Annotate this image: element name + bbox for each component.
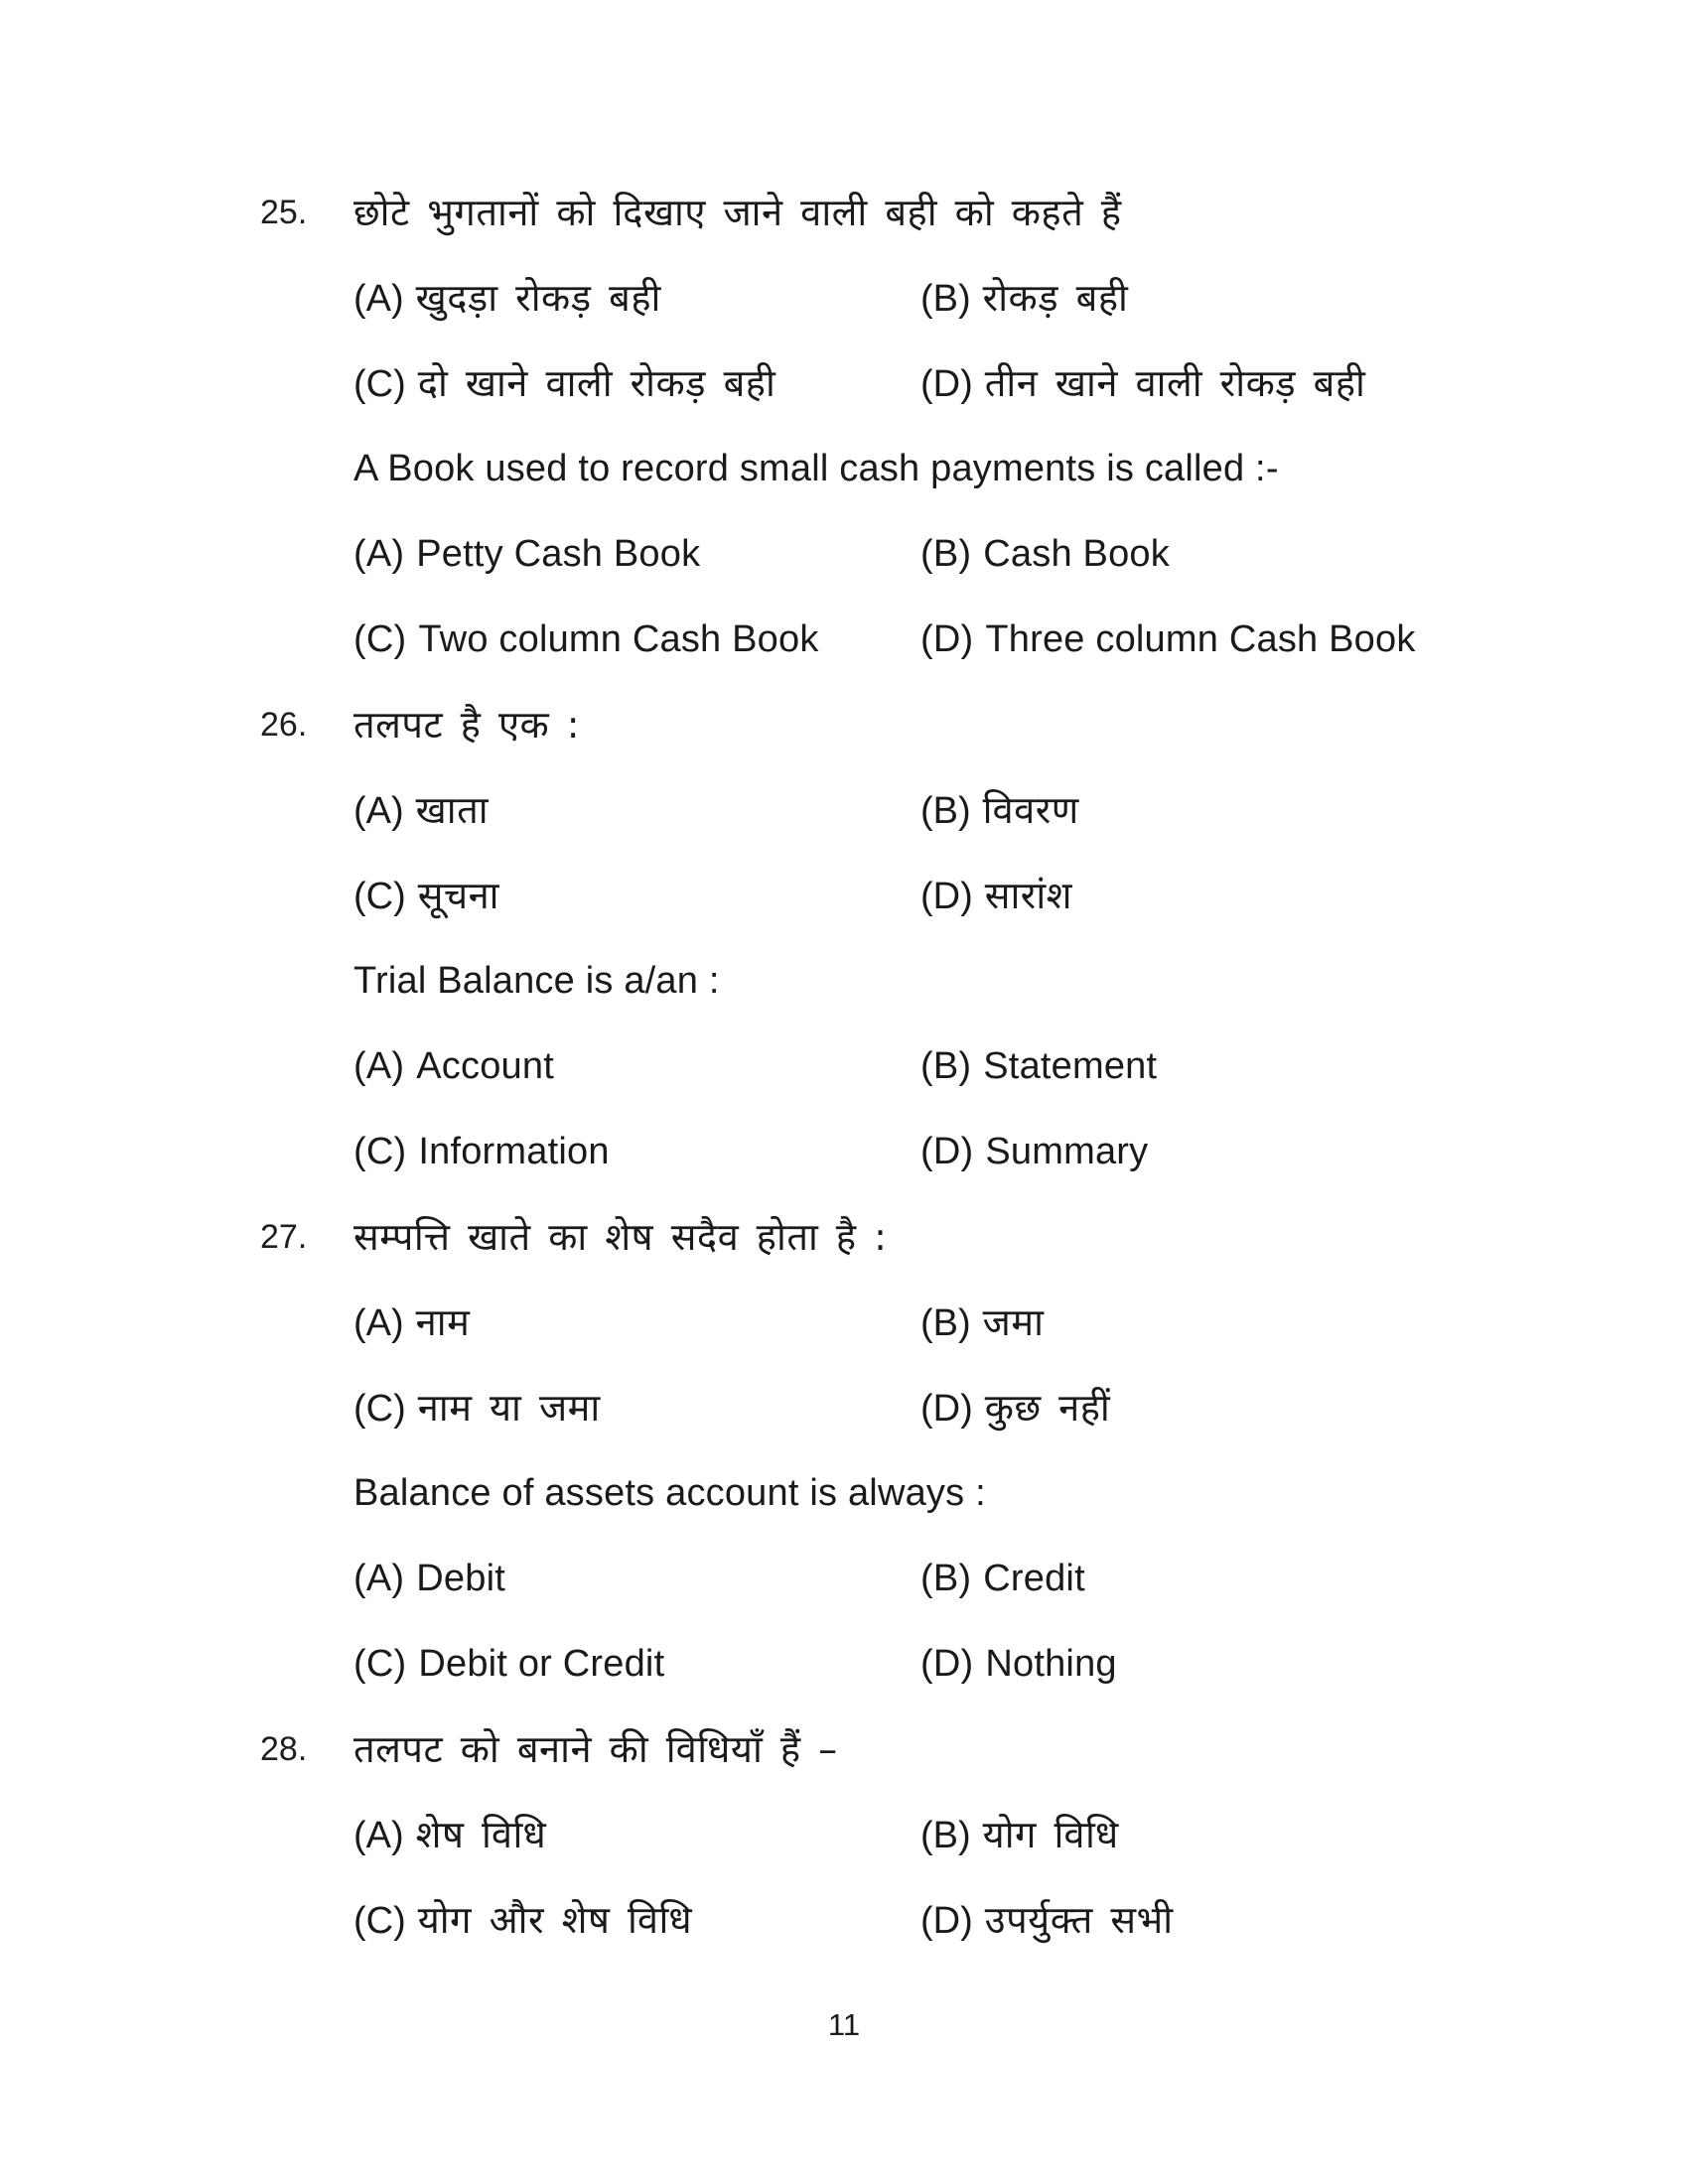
option-label: (D) (920, 1899, 973, 1942)
option-d-hindi (920, 360, 1366, 406)
question-number: 27. (260, 1218, 308, 1257)
option-d-english (920, 619, 1416, 661)
option-label: (A) (353, 1045, 405, 1088)
question-row-english (260, 939, 1688, 1024)
option-text: योग विधि (982, 1812, 1119, 1856)
option-label: (C) (353, 1387, 406, 1430)
option-text: खुदड़ा रोकड़ बही (415, 275, 661, 320)
question-text-hindi: छोटे भुगतानों को दिखाए जाने वाली बही को कहते हैं (353, 191, 1122, 235)
question-25 (260, 171, 1688, 683)
option-c-hindi (353, 1385, 920, 1431)
question-text-english: Balance of assets account is always : (353, 1472, 986, 1515)
option-text: Statement (983, 1045, 1158, 1088)
option-label: (B) (920, 277, 971, 320)
option-text: उपर्युक्त सभी (984, 1897, 1174, 1942)
question-text-english: A Book used to record small cash payments is called :- (353, 448, 1279, 490)
option-b-english (920, 534, 1170, 576)
option-label: (D) (920, 1387, 973, 1430)
option-d-english (920, 1644, 1117, 1686)
option-label: (C) (353, 618, 407, 661)
question-26 (260, 683, 1688, 1195)
option-label: (A) (353, 533, 405, 576)
question-text-english: Trial Balance is a/an : (353, 960, 720, 1003)
page-number: 11 (827, 2007, 861, 2042)
option-c-english (353, 1132, 920, 1173)
option-text: Cash Book (983, 533, 1170, 576)
option-a-english (353, 1046, 920, 1088)
option-a-hindi (353, 787, 920, 833)
question-row-english (260, 1451, 1688, 1537)
option-label: (A) (353, 1301, 404, 1344)
options-row-cd-english (260, 598, 1688, 683)
options-row-ab-hindi (260, 1281, 1688, 1366)
option-d-hindi (920, 1385, 1111, 1431)
question-28 (260, 1707, 1688, 1964)
options-row-ab-english (260, 512, 1688, 598)
option-text: सारांश (984, 873, 1073, 917)
option-label: (D) (920, 1643, 974, 1686)
option-label: (A) (353, 1814, 404, 1856)
options-row-ab-english (260, 1024, 1688, 1110)
option-label: (C) (353, 875, 406, 917)
option-d-hindi (920, 1897, 1174, 1943)
option-a-english (353, 534, 920, 576)
option-text: शेष विधि (415, 1812, 547, 1856)
option-b-english (920, 1046, 1157, 1088)
option-label: (C) (353, 1131, 407, 1173)
option-c-hindi (353, 873, 920, 918)
option-label: (A) (353, 1558, 405, 1600)
option-label: (B) (920, 789, 971, 832)
option-text: खाता (415, 787, 490, 832)
options-row-ab-hindi (260, 768, 1688, 854)
options-row-cd-hindi (260, 341, 1688, 427)
question-row (260, 171, 1688, 256)
option-label: (B) (920, 533, 972, 576)
option-b-hindi (920, 1812, 1119, 1857)
option-label: (C) (353, 1899, 406, 1942)
option-label: (C) (353, 1643, 407, 1686)
option-text: नाम या जमा (417, 1385, 601, 1430)
option-text: Summary (985, 1131, 1149, 1173)
option-b-english (920, 1559, 1085, 1600)
option-text: नाम (415, 1299, 471, 1344)
options-row-ab-hindi (260, 256, 1688, 341)
option-b-hindi (920, 1299, 1045, 1345)
option-label: (B) (920, 1045, 972, 1088)
option-c-english (353, 619, 920, 661)
option-text: Two column Cash Book (418, 618, 819, 661)
question-27 (260, 1195, 1688, 1707)
question-row (260, 1707, 1688, 1793)
option-text: Nothing (985, 1643, 1117, 1686)
option-a-hindi (353, 1812, 920, 1857)
options-row-cd-hindi (260, 1366, 1688, 1451)
option-label: (D) (920, 362, 973, 405)
option-text: Debit or Credit (418, 1643, 665, 1686)
option-c-hindi (353, 1897, 920, 1943)
option-text: Account (416, 1045, 554, 1088)
option-label: (C) (353, 362, 406, 405)
options-row-ab-hindi (260, 1793, 1688, 1878)
option-text: Credit (983, 1558, 1085, 1600)
option-text: दो खाने वाली रोकड़ बही (417, 360, 776, 405)
option-label: (B) (920, 1814, 971, 1856)
option-text: Petty Cash Book (416, 533, 701, 576)
option-text: सूचना (417, 873, 500, 917)
option-text: रोकड़ बही (982, 275, 1129, 320)
option-text: Three column Cash Book (985, 618, 1416, 661)
option-a-hindi (353, 275, 920, 321)
option-text: तीन खाने वाली रोकड़ बही (984, 360, 1366, 405)
question-row (260, 1195, 1688, 1281)
option-c-english (353, 1644, 920, 1686)
option-label: (D) (920, 618, 974, 661)
option-a-hindi (353, 1299, 920, 1345)
option-text: Debit (416, 1558, 505, 1600)
question-row-english (260, 427, 1688, 512)
option-text: विवरण (982, 787, 1079, 832)
question-text-hindi: तलपट को बनाने की विधियाँ हैं – (353, 1727, 838, 1772)
question-number: 28. (260, 1730, 308, 1769)
option-b-hindi (920, 275, 1129, 321)
question-text-hindi: तलपट है एक : (353, 703, 581, 748)
question-text-hindi: सम्पत्ति खाते का शेष सदैव होता है : (353, 1215, 888, 1260)
options-row-cd-hindi (260, 1878, 1688, 1964)
options-row-cd-hindi (260, 854, 1688, 939)
option-label: (D) (920, 875, 973, 917)
option-a-english (353, 1559, 920, 1600)
question-number: 25. (260, 194, 308, 232)
options-row-ab-english (260, 1537, 1688, 1622)
option-label: (A) (353, 789, 404, 832)
options-row-cd-english (260, 1622, 1688, 1707)
question-number: 26. (260, 706, 308, 745)
option-c-hindi (353, 360, 920, 406)
option-label: (B) (920, 1301, 971, 1344)
option-text: योग और शेष विधि (417, 1897, 693, 1942)
question-row (260, 683, 1688, 768)
option-text: Information (418, 1131, 610, 1173)
option-label: (A) (353, 277, 404, 320)
option-label: (B) (920, 1558, 972, 1600)
option-text: कुछ नहीं (984, 1385, 1111, 1430)
option-d-hindi (920, 873, 1073, 918)
option-b-hindi (920, 787, 1079, 833)
option-d-english (920, 1132, 1148, 1173)
option-label: (D) (920, 1131, 974, 1173)
option-text: जमा (982, 1299, 1045, 1344)
options-row-cd-english (260, 1110, 1688, 1195)
